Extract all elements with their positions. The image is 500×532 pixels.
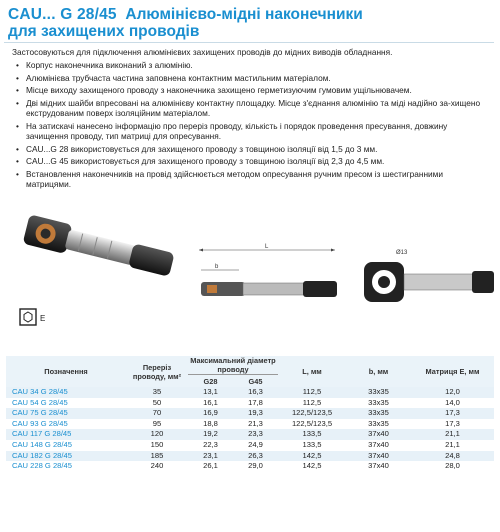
cell-section: 150: [126, 440, 188, 451]
table-row: [6, 398, 494, 409]
feature-item: • Місце виходу захищеного проводу з наконечника захищено герметизуючим гумовим ущільнювачем.: [14, 85, 484, 95]
cell-g28: 18,8: [188, 419, 233, 430]
cell-e: 21,1: [411, 429, 494, 440]
cell-section: 70: [126, 408, 188, 419]
cell-g28: 16,9: [188, 408, 233, 419]
length-label: L: [265, 244, 269, 250]
feature-item: • Корпус наконечника виконаний з алюмінію.: [14, 60, 484, 70]
intro-text: Застосовуються для підключення алюмінієвих захищених проводів до мідних виводів обладнання.: [12, 47, 393, 57]
feature-list: [14, 60, 484, 192]
cell-e: 14,0: [411, 398, 494, 409]
cell-b: 37x40: [346, 451, 411, 462]
cell-section: 35: [126, 387, 188, 398]
cell-e: 17,3: [411, 408, 494, 419]
cell-l: 122,5/123,5: [278, 408, 346, 419]
table-row: [6, 419, 494, 430]
cell-b: 33x35: [346, 387, 411, 398]
cell-g45: 26,3: [233, 451, 278, 462]
cell-b: 33x35: [346, 398, 411, 409]
cell-g28: 13,1: [188, 387, 233, 398]
cell-e: 24,8: [411, 451, 494, 462]
cell-e: 12,0: [411, 387, 494, 398]
cell-g45: 17,8: [233, 398, 278, 409]
hole-label: Ø13: [396, 250, 408, 256]
specification-table: [6, 356, 494, 472]
product-photo: [18, 210, 178, 300]
cell-g28: 16,1: [188, 398, 233, 409]
title-line-1: Алюмінієво-мідні наконечники: [125, 6, 363, 23]
cell-e: 17,3: [411, 419, 494, 430]
side-dimension-drawing: [195, 240, 340, 310]
cell-name: CAU 54 G 28/45: [6, 398, 126, 409]
cell-e: 21,1: [411, 440, 494, 451]
col-header-b: b, мм: [346, 356, 411, 387]
cell-l: 112,5: [278, 398, 346, 409]
col-header-l: L, мм: [278, 356, 346, 387]
cell-l: 133,5: [278, 440, 346, 451]
cell-l: 133,5: [278, 429, 346, 440]
col-header-diameter: Максимальний діаметр проводу: [188, 356, 278, 375]
cell-name: CAU 117 G 28/45: [6, 429, 126, 440]
b-label: b: [215, 264, 219, 270]
title-line-2: для захищених проводів: [8, 23, 200, 40]
end-view-drawing: [338, 244, 498, 314]
cell-b: 37x40: [346, 461, 411, 472]
feature-item: • CAU...G 45 використовується для захищеного проводу з товщиною ізоляції від 2,3 до 4,5 мм.: [14, 156, 484, 166]
cell-section: 240: [126, 461, 188, 472]
cell-l: 112,5: [278, 387, 346, 398]
cell-section: 50: [126, 398, 188, 409]
cell-g45: 19,3: [233, 408, 278, 419]
cell-section: 185: [126, 451, 188, 462]
top-divider: [4, 42, 494, 43]
cell-section: 120: [126, 429, 188, 440]
cell-g45: 24,9: [233, 440, 278, 451]
cell-section: 95: [126, 419, 188, 430]
table-row: [6, 408, 494, 419]
col-header-matrix: Матриця E, мм: [411, 356, 494, 387]
product-code: CAU... G 28/45: [8, 6, 117, 23]
feature-item: • Встановлення наконечників на провід здійснюється методом опресування ручним пресом із шестигранними матрицями.: [14, 169, 484, 190]
cell-g28: 22,3: [188, 440, 233, 451]
cell-g28: 23,1: [188, 451, 233, 462]
cell-l: 142,5: [278, 451, 346, 462]
cell-g45: 16,3: [233, 387, 278, 398]
cell-name: CAU 182 G 28/45: [6, 451, 126, 462]
cell-name: CAU 148 G 28/45: [6, 440, 126, 451]
page-title: [8, 6, 488, 40]
cell-e: 28,0: [411, 461, 494, 472]
col-header-section: Переріз проводу, мм²: [126, 356, 188, 387]
cell-name: CAU 228 G 28/45: [6, 461, 126, 472]
table-row: [6, 429, 494, 440]
e-label: E: [40, 314, 46, 323]
col-header-g45: G45: [233, 375, 278, 388]
cell-b: 33x35: [346, 419, 411, 430]
table-row: [6, 387, 494, 398]
cell-b: 37x40: [346, 429, 411, 440]
cell-g45: 29,0: [233, 461, 278, 472]
cell-b: 33x35: [346, 408, 411, 419]
cell-l: 142,5: [278, 461, 346, 472]
cell-l: 122,5/123,5: [278, 419, 346, 430]
table-row: [6, 440, 494, 451]
cell-b: 37x40: [346, 440, 411, 451]
cell-g45: 23,3: [233, 429, 278, 440]
feature-item: • На затискачі нанесено інформацію про переріз проводу, кількість і порядок проведення пресування, довжину зачищення проводу, тип матриці для опресування.: [14, 121, 484, 142]
table-row: [6, 461, 494, 472]
cell-g45: 21,3: [233, 419, 278, 430]
feature-item: • Дві мідних шайби впресовані на алюмінієву контактну площадку. Місце з'єднання алюмінію та міді надійно за-хищено екструдованим поверх ізоляційним матеріалом.: [14, 98, 484, 119]
matrix-hex-icon: [18, 306, 50, 328]
cell-g28: 19,2: [188, 429, 233, 440]
feature-item: • CAU...G 28 використовується для захищеного проводу з товщиною ізоляції від 1,5 до 3 мм.: [14, 144, 484, 154]
cell-name: CAU 93 G 28/45: [6, 419, 126, 430]
col-header-name: Позначення: [6, 356, 126, 387]
cell-name: CAU 75 G 28/45: [6, 408, 126, 419]
table-row: [6, 451, 494, 462]
col-header-g28: G28: [188, 375, 233, 388]
cell-g28: 26,1: [188, 461, 233, 472]
cell-name: CAU 34 G 28/45: [6, 387, 126, 398]
feature-item: • Алюмінієва трубчаста частина заповнена контактним мастильним матеріалом.: [14, 73, 484, 83]
